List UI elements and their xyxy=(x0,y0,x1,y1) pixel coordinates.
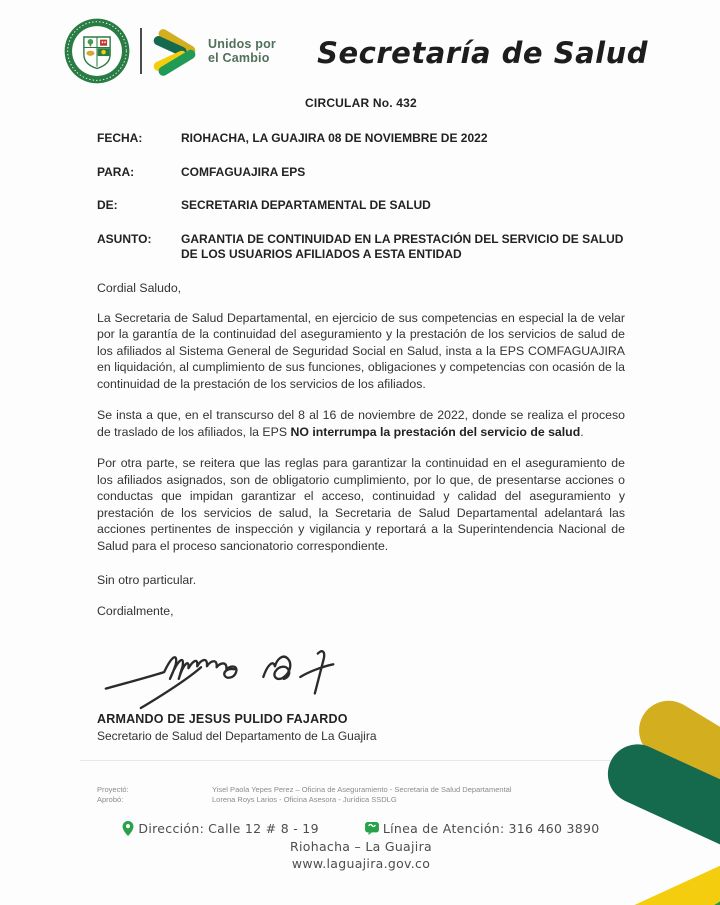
footnote-proyecto xyxy=(97,785,625,795)
chat-bubble-icon xyxy=(365,822,379,835)
fecha-value: RIOHACHA, LA GUAJIRA 08 DE NOVIEMBRE DE 2022 xyxy=(181,131,488,145)
meta-row-de xyxy=(97,198,625,214)
letter-meta xyxy=(97,131,625,263)
contact-footer xyxy=(97,821,625,871)
fold-line xyxy=(80,760,642,761)
asunto-value: GARANTIA DE CONTINUIDAD EN LA PRESTACIÓN DEL SERVICIO DE SALUD DE LOS USUARIOS AFILIADOS A ESTA ENTIDAD xyxy=(181,231,624,261)
aprobo-label: Aprobó: xyxy=(97,795,124,804)
proyecto-value: Yisel Paola Yepes Perez – Oficina de Aseguramiento - Secretaria de Salud Departamental xyxy=(212,785,512,794)
proyecto-label: Proyectó: xyxy=(97,785,129,794)
la-guajira-seal-icon xyxy=(62,16,132,86)
letter-content xyxy=(0,96,720,871)
asunto-label: ASUNTO: xyxy=(97,231,152,246)
footer-city: Riohacha – La Guajira xyxy=(290,839,432,854)
website-link[interactable]: www.laguajira.gov.co xyxy=(291,856,431,871)
de-value: SECRETARIA DEPARTAMENTAL DE SALUD xyxy=(181,198,431,212)
meta-row-fecha xyxy=(97,131,625,147)
footnote-aprobo xyxy=(97,795,625,805)
approval-footnotes xyxy=(97,785,625,805)
address-label: Dirección: xyxy=(138,821,205,836)
brand-line2: el Cambio xyxy=(208,51,270,65)
para-label: PARA: xyxy=(97,164,135,179)
address-item xyxy=(122,821,318,836)
paragraph-3: Por otra parte, se reitera que las reglas para garantizar la continuidad en el aseguramiento de los afiliados asignados, son de obligatorio cumplimiento, por lo que, de presentarse acciones o conductas que impidan garantizar el acceso, continuidad y calidad del aseguramiento y prestación de los servicios de salud, la Secretaria de Salud Departamental adelantará las acciones pertinentes de inspección y vigilancia y reportará a la Superintendencia Nacional de Salud para el proceso sancionatorio correspondiente. xyxy=(97,456,625,553)
meta-row-para xyxy=(97,165,625,181)
phone-label: Línea de Atención: xyxy=(382,821,505,836)
logo-divider xyxy=(140,28,142,74)
paragraph-2-text: Se insta a que, en el transcurso del 8 al 16 de noviembre de 2022, donde se realiza el proceso de traslado de los afiliados, la EPS xyxy=(97,408,625,439)
paragraph-2-bold: NO interrumpa la prestación del servicio de salud xyxy=(290,424,581,439)
handwritten-signature xyxy=(99,640,344,710)
location-pin-icon xyxy=(122,821,134,836)
phone-item xyxy=(365,821,600,836)
aprobo-value: Lorena Roys Larios - Oficina Asesora - Jurídica SSDLG xyxy=(212,795,397,804)
address-value: Calle 12 # 8 - 19 xyxy=(208,821,319,836)
meta-row-asunto xyxy=(97,232,625,263)
signer-title: Secretario de Salud del Departamento de La Guajira xyxy=(97,729,377,743)
paragraph-2 xyxy=(97,407,625,440)
footer-website-row xyxy=(97,856,625,871)
signer-name: ARMANDO DE JESUS PULIDO FAJARDO xyxy=(97,712,348,726)
signature-block xyxy=(97,640,625,743)
paragraph-2-period: . xyxy=(580,424,584,439)
page-title: Secretaría de Salud xyxy=(317,36,648,70)
de-label: DE: xyxy=(97,198,118,212)
unidos-por-el-cambio-chevron-icon xyxy=(152,24,202,78)
letterhead xyxy=(0,0,720,88)
greeting: Cordial Saludo, xyxy=(97,280,182,295)
paragraph-1: La Secretaria de Salud Departamental, en ejercicio de sus competencias en especial la de velar por la garantía de la continuidad del aseguramiento y la prestación de los servicios de salud de los afiliados al Sistema General de Seguridad Social en Salud, insta a la EPS COMFAGUAJIRA en liquidación, al cumplimiento de sus funciones, obligaciones y competencias con ocasión de la continuidad de la prestación de los servicios de los afiliados. xyxy=(97,310,625,391)
valediction: Cordialmente, xyxy=(97,604,174,618)
footer-line-1 xyxy=(97,821,625,836)
phone-value: 316 460 3890 xyxy=(508,821,600,836)
brand-line1: Unidos por xyxy=(208,37,276,51)
closing-remark: Sin otro particular. xyxy=(97,573,197,587)
circular-number-heading: CIRCULAR No. 432 xyxy=(305,96,417,110)
fecha-label: FECHA: xyxy=(97,131,143,145)
brand-text xyxy=(208,37,276,65)
para-value: COMFAGUAJIRA EPS xyxy=(181,164,306,179)
